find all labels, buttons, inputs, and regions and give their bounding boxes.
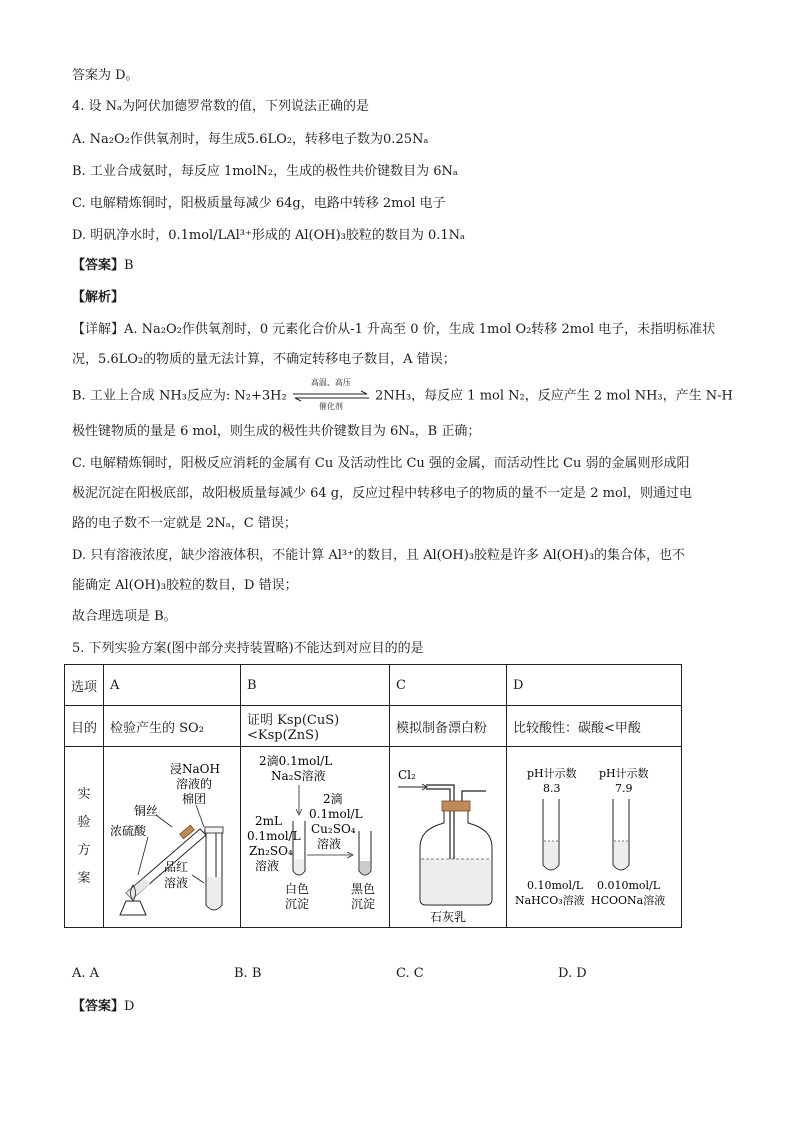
alcohol-lamp-icon [120, 901, 146, 915]
detail-line-7: 路的电子数不一定就是 2Nₐ，C 错误； [72, 516, 297, 531]
choice-a: A. A [72, 966, 100, 981]
label-cuso4-2: 0.1mol/L [309, 807, 363, 821]
label-cuso4-1: 2滴 [323, 792, 343, 806]
label-ph-reading-2: pH计示数 [599, 767, 649, 780]
choice-b: B. B [234, 966, 262, 981]
label-lime-milk: 石灰乳 [430, 910, 467, 923]
label-cuso4-4: 溶液 [317, 837, 342, 851]
label-black-ppt-2: 沉淀 [351, 897, 376, 911]
cotton-plug [205, 827, 223, 833]
reaction-rhs: 2NH₃，每反应 1 mol N₂，反应产生 2 mol NH₃，产生 N-H [374, 388, 733, 404]
label-naoh-2: 溶液的 [176, 777, 213, 791]
scheme-label-char: 实 [77, 787, 91, 802]
label-magenta-2: 溶液 [164, 876, 189, 890]
apparatus-d-figure [507, 747, 681, 923]
label-na2s-drops-2: Na₂S溶液 [271, 769, 326, 783]
detail-line-4: 极性键物质的量是 6 mol，则生成的极性共价键数目为 6Nₐ，B 正确； [72, 424, 481, 439]
reaction-arrow [291, 378, 371, 411]
label-ph-reading-1: pH计示数 [527, 767, 577, 780]
label-copper-wire: 铜丝 [134, 804, 159, 818]
apparatus-b-figure [241, 747, 389, 923]
label-conc-2: 0.010mol/L [597, 879, 661, 892]
label-znso4-4: 溶液 [255, 859, 280, 873]
cell-header-a: A [104, 665, 241, 706]
cell-purpose-d: 比较酸性：碳酸<甲酸 [507, 706, 682, 747]
cell-purpose-b: 证明 Ksp(CuS)<Ksp(ZnS) [241, 706, 390, 747]
label-znso4-1: 2mL [255, 814, 282, 828]
label-conc-1: 0.10mol/L [527, 879, 584, 892]
detail-line-5: C. 电解精炼铜时，阳极反应消耗的金属有 Cu 及活动性比 Cu 强的金属，而活动性比 Cu 弱的金属则形成阳 [72, 456, 690, 471]
cell-option-label: 选项 [65, 665, 104, 706]
option-c: C. 电解精炼铜时，阳极质量每减少 64g，电路中转移 2mol 电子 [72, 196, 446, 211]
label-conc-acid: 浓硫酸 [110, 824, 147, 838]
label-chlorine: Cl₂ [398, 768, 416, 782]
apparatus-c-figure [390, 747, 506, 923]
answer-line [72, 256, 134, 276]
label-cuso4-3: Cu₂SO₄ [311, 822, 356, 836]
reaction-condition-bottom: 催化剂 [318, 402, 343, 411]
conclusion-line: 故合理选项是 B。 [72, 609, 177, 624]
prev-answer-line: 答案为 D。 [72, 68, 139, 83]
label-znso4-3: Zn₂SO₄ [249, 844, 293, 858]
reaction-lhs: B. 工业上合成 NH₃反应为: N₂+3H₂ [72, 388, 287, 404]
question-5-stem: 5. 下列实验方案(图中部分夹持装置略)不能达到对应目的的是 [72, 641, 424, 656]
choice-c: C. C [396, 966, 424, 981]
question-4-stem: 4. 设 Nₐ为阿伏加德罗常数的值，下列说法正确的是 [72, 99, 370, 114]
reversible-arrow-icon [291, 389, 371, 403]
apparatus-a-figure [104, 747, 240, 923]
label-znso4-2: 0.1mol/L [247, 829, 301, 843]
detail-line-8: D. 只有溶液浓度，缺少溶液体积，不能计算 Al³⁺的数目，且 Al(OH)₃胶粒是许多 Al(OH)₃的集合体，也不 [72, 548, 686, 563]
cell-purpose-a: 检验产生的 SO₂ [104, 706, 241, 747]
cell-scheme-label [65, 747, 104, 928]
label-black-ppt-1: 黑色 [351, 882, 376, 896]
cell-scheme-d [507, 747, 682, 928]
detail-line-3 [72, 378, 733, 411]
label-na2s-drops-1: 2滴0.1mol/L [259, 754, 333, 768]
detail-line-9: 能确定 Al(OH)₃胶粒的数目，D 错误； [72, 578, 298, 593]
analysis-tag: 【解析】 [72, 290, 125, 305]
detail-line-6: 极泥沉淀在阳极底部，故阳极质量每减少 64 g，反应过程中转移电子的物质的量不一定是 2 mol，则通过电 [72, 486, 692, 501]
answer-2-line [72, 997, 134, 1017]
cell-scheme-b [241, 747, 390, 928]
cell-header-c: C [390, 665, 507, 706]
choice-d: D. D [558, 966, 587, 981]
cell-header-b: B [241, 665, 390, 706]
answer-value: B [124, 258, 134, 273]
label-solution-1: NaHCO₃溶液 [515, 894, 585, 907]
label-magenta-1: 品红 [164, 860, 189, 874]
cell-scheme-c [390, 747, 507, 928]
detail-line-2: 况，5.6LO₂的物质的量无法计算，不确定转移电子数目，A 错误； [72, 352, 456, 367]
label-white-ppt-1: 白色 [285, 882, 310, 896]
answer-tag: 【答案】 [72, 258, 125, 273]
scheme-label-char: 案 [77, 871, 91, 886]
experiment-table [64, 664, 682, 928]
scheme-label-char: 验 [77, 815, 91, 830]
option-a: A. Na₂O₂作供氧剂时，每生成5.6LO₂，转移电子数为0.25Nₐ [72, 132, 429, 147]
reaction-condition-top: 高温、高压 [310, 378, 351, 387]
label-ph-value-1: 8.3 [543, 782, 561, 795]
option-b: B. 工业合成氨时，每反应 1molN₂，生成的极性共价键数目为 6Nₐ [72, 164, 458, 179]
table-row-purpose [65, 706, 682, 747]
option-d: D. 明矾净水时，0.1mol/LAl³⁺形成的 Al(OH)₃胶粒的数目为 0.1Nₐ [72, 228, 466, 243]
cell-header-d: D [507, 665, 682, 706]
label-ph-value-2: 7.9 [615, 782, 633, 795]
label-naoh-3: 棉团 [182, 792, 207, 806]
cell-purpose-c: 模拟制备漂白粉 [390, 706, 507, 747]
table-row-scheme [65, 747, 682, 928]
answer-2-tag: 【答案】 [72, 999, 125, 1014]
detail-line-1: 【详解】A. Na₂O₂作供氧剂时，0 元素化合价从-1 升高至 0 价，生成 1mol O₂转移 2mol 电子，未指明标准状 [72, 322, 716, 337]
label-solution-2: HCOONa溶液 [591, 894, 666, 907]
answer-2-value: D [124, 999, 135, 1014]
cell-scheme-a [104, 747, 241, 928]
label-naoh-1: 浸NaOH [170, 762, 220, 776]
label-white-ppt-2: 沉淀 [285, 897, 310, 911]
table-row-header [65, 665, 682, 706]
rubber-stopper [442, 801, 470, 811]
scheme-label-char: 方 [77, 843, 91, 858]
cell-purpose-label: 目的 [65, 706, 104, 747]
